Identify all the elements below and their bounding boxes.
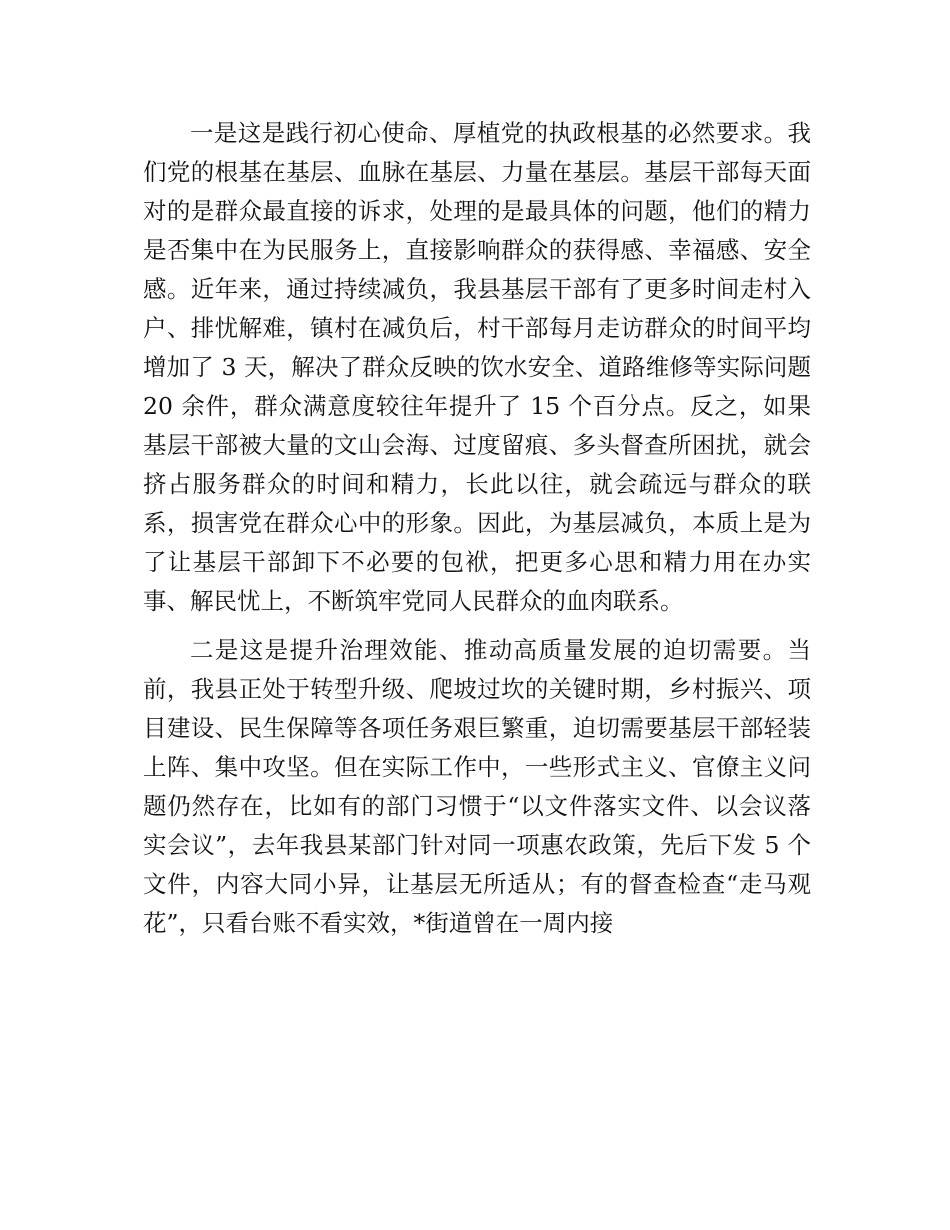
paragraph-1: 一是这是践行初心使命、厚植党的执政根基的必然要求。我们党的根基在基层、血脉在基层、力量在基层。基层干部每天面对的是群众最直接的诉求，处理的是最具体的问题，他们的精力是否集中在为民服务上，直接影响群众的获得感、幸福感、安全感。近年来，通过持续减负，我县基层干部有了更多时间走村入户、排忧解难，镇村在减负后，村干部每月走访群众的时间平均增加了 3 天，解决了群众反映的饮水安全、道路维修等实际问题 20 余件，群众满意度较往年提升了 15 个百分点。反之，如果基层干部被大量的文山会海、过度留痕、多头督查所困扰，就会挤占服务群众的时间和精力，长此以往，就会疏远与群众的联系，损害党在群众心中的形象。因此，为基层减负，本质上是为了让基层干部卸下不必要的包袱，把更多心思和精力用在办实事、解民忧上，不断筑牢党同人民群众的血肉联系。 [143, 119, 811, 615]
paragraph-2: 二是这是提升治理效能、推动高质量发展的迫切需要。当前，我县正处于转型升级、爬坡过坎的关键时期，乡村振兴、项目建设、民生保障等各项任务艰巨繁重，迫切需要基层干部轻装上阵、集中攻坚。但在实际工作中，一些形式主义、官僚主义问题仍然存在，比如有的部门习惯于“以文件落实文件、以会议落实会议”，去年我县某部门针对同一项惠农政策，先后下发 5 个文件，内容大同小异，让基层无所适从；有的督查检查“走马观花”，只看台账不看实效，*街道曾在一周内接 [143, 636, 811, 937]
document-body [143, 114, 811, 943]
